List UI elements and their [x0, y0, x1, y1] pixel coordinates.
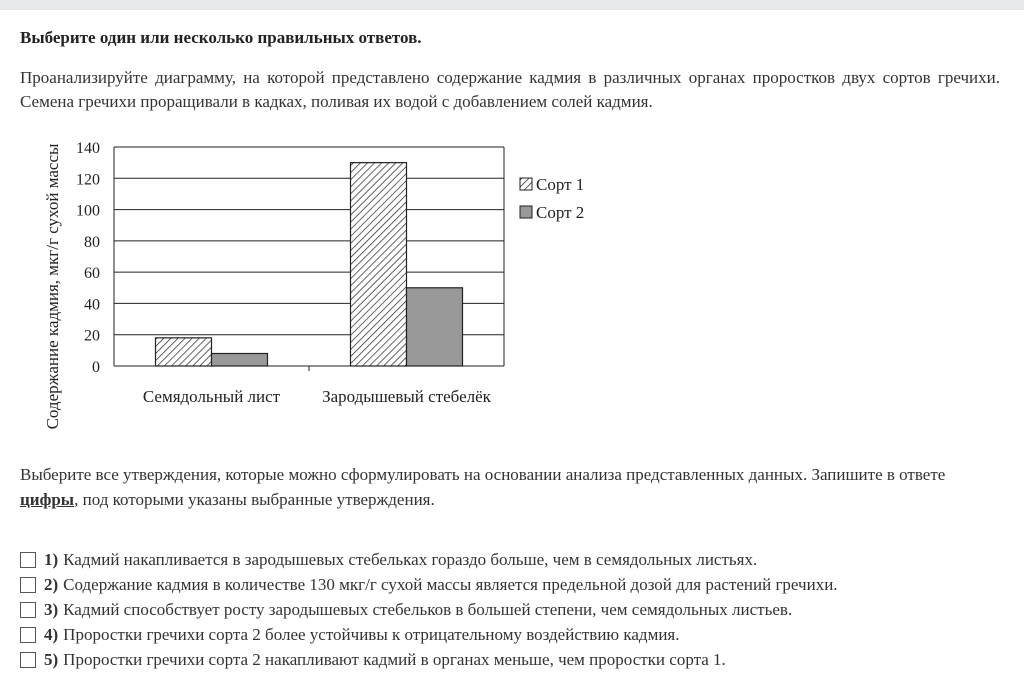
top-strip [0, 0, 1024, 10]
y-tick-label: 0 [92, 359, 100, 376]
answer-option[interactable] [20, 597, 838, 622]
option-text: Содержание кадмия в количестве 130 мкг/г сухой массы является предельной дозой для растений гречихи. [63, 574, 838, 594]
option-text: Проростки гречихи сорта 2 более устойчивы к отрицательному воздействию кадмия. [63, 624, 680, 644]
option-number: 4) [44, 624, 59, 644]
checkbox[interactable] [20, 552, 36, 568]
y-axis-label: Содержание кадмия, мкг/г сухой массы [43, 143, 62, 430]
bar-1-1 [156, 338, 212, 366]
answer-option[interactable] [20, 622, 838, 647]
checkbox[interactable] [20, 602, 36, 618]
bar-1-2 [351, 163, 407, 366]
legend-swatch [520, 206, 532, 218]
option-text: Проростки гречихи сорта 2 накапливают кадмий в органах меньше, чем проростки сорта 1. [63, 649, 726, 669]
option-number: 2) [44, 574, 59, 594]
option-text: Кадмий накапливается в зародышевых стебельках гораздо больше, чем в семядольных листьях. [63, 549, 758, 569]
legend-swatch [520, 178, 532, 190]
option-text: Кадмий способствует росту зародышевых стебельков в большей степени, чем семядольных листьев. [63, 599, 793, 619]
answer-option[interactable] [20, 572, 838, 597]
question-text: Проанализируйте диаграмму, на которой представлено содержание кадмия в различных органах проростков двух сортов гречихи. Семена гречихи проращивали в кадках, поливая их водой с добавлением солей кадмия. [20, 68, 1000, 111]
option-number: 5) [44, 649, 59, 669]
y-tick-label: 120 [76, 171, 100, 189]
bar-2-1 [212, 353, 268, 366]
instruction-heading: Выберите один или несколько правильных ответов. [20, 28, 422, 47]
bar-chart [30, 118, 630, 448]
y-tick-label: 60 [84, 265, 100, 283]
answer-option[interactable] [20, 547, 838, 572]
answer-options [20, 547, 838, 672]
task-text-before: Выберите все утверждения, которые можно сформулировать на основании анализа представленных данных. Запишите в ответе [20, 465, 946, 484]
y-tick-label: 100 [76, 202, 100, 220]
task-text [20, 462, 1004, 512]
task-text-after: , под которыми указаны выбранные утверждения. [74, 490, 435, 509]
legend-label: Сорт 1 [536, 175, 585, 194]
bar-2-2 [407, 288, 463, 366]
y-tick-label: 40 [84, 296, 100, 314]
task-emphasis: цифры [20, 490, 75, 509]
x-category-label: Зародышевый стебелёк [322, 387, 491, 406]
answer-option[interactable] [20, 647, 838, 672]
legend-label: Сорт 2 [536, 203, 585, 222]
option-number: 3) [44, 599, 59, 619]
checkbox[interactable] [20, 652, 36, 668]
checkbox[interactable] [20, 627, 36, 643]
checkbox[interactable] [20, 577, 36, 593]
y-tick-label: 80 [84, 233, 100, 251]
x-category-label: Семядольный лист [142, 387, 281, 406]
y-tick-label: 140 [76, 140, 100, 157]
y-tick-label: 20 [84, 327, 100, 345]
option-number: 1) [44, 549, 59, 569]
